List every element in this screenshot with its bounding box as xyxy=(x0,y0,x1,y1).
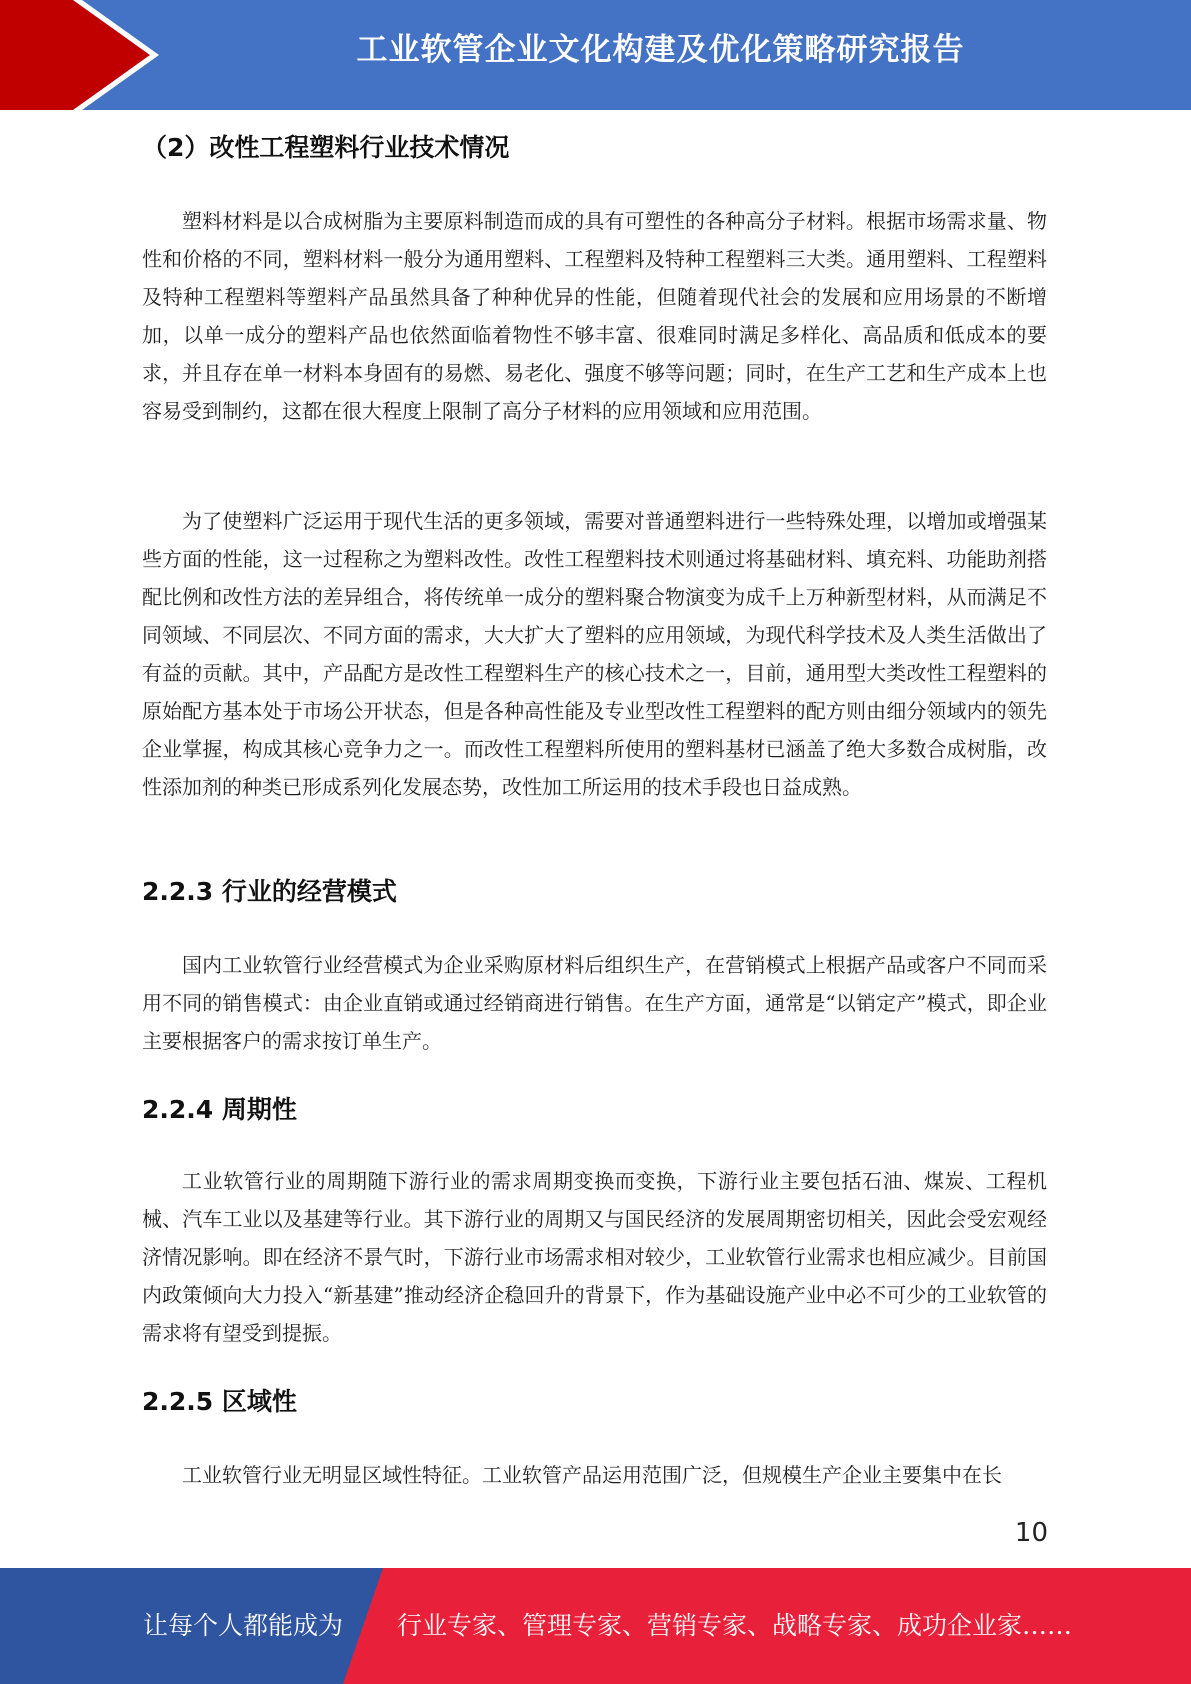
footer-banner xyxy=(0,1568,1191,1684)
paragraph-2-2-4: 工业软管行业的周期随下游行业的需求周期变换而变换，下游行业主要包括石油、煤炭、工程机械、汽车工业以及基建等行业。其下游行业的周期又与国民经济的发展周期密切相关，因此会受宏观经济情况影响。即在经济不景气时，下游行业市场需求相对较少，工业软管行业需求也相应减少。目前国内政策倾向大力投入“新基建”推动经济企稳回升的背景下，作为基础设施产业中必不可少的工业软管的需求将有望受到提振。 xyxy=(142,1169,1047,1345)
paragraph-2-2-5: 工业软管行业无明显区域性特征。工业软管产品运用范围广泛，但规模生产企业主要集中在长 xyxy=(182,1463,1002,1487)
header-banner xyxy=(0,0,1191,110)
paragraph-plastics-2: 为了使塑料广泛运用于现代生活的更多领域，需要对普通塑料进行一些特殊处理，以增加或增强某些方面的性能，这一过程称之为塑料改性。改性工程塑料技术则通过将基础材料、填充料、功能助剂搭配比例和改性方法的差异组合，将传统单一成分的塑料聚合物演变为成千上万种新型材料，从而满足不同领域、不同层次、不同方面的需求，大大扩大了塑料的应用领域，为现代科学技术及人类生活做出了有益的贡献。其中，产品配方是改性工程塑料生产的核心技术之一，目前，通用型大类改性工程塑料的原始配方基本处于市场公开状态，但是各种高性能及专业型改性工程塑料的配方则由细分领域内的领先企业掌握，构成其核心竞争力之一。而改性工程塑料所使用的塑料基材已涵盖了绝大多数合成树脂，改性添加剂的种类已形成系列化发展态势，改性加工所运用的技术手段也日益成熟。 xyxy=(142,509,1047,799)
paragraph-plastics-1: 塑料材料是以合成树脂为主要原料制造而成的具有可塑性的各种高分子材料。根据市场需求量、物性和价格的不同，塑料材料一般分为通用塑料、工程塑料及特种工程塑料三大类。通用塑料、工程塑料及特种工程塑料等塑料产品虽然具备了种种优异的性能，但随着现代社会的发展和应用场景的不断增加，以单一成分的塑料产品也依然面临着物性不够丰富、很难同时满足多样化、高品质和低成本的要求，并且存在单一材料本身固有的易燃、易老化、强度不够等问题；同时，在生产工艺和生产成本上也容易受到制约，这都在很大程度上限制了高分子材料的应用领域和应用范围。 xyxy=(142,209,1047,423)
red-chevron-icon xyxy=(0,0,160,110)
heading-2-2-4: 2.2.4 周期性 xyxy=(142,1095,297,1124)
paragraph-2-2-3: 国内工业软管行业经营模式为企业采购原材料后组织生产，在营销模式上根据产品或客户不同而采用不同的销售模式：由企业直销或通过经销商进行销售。在生产方面，通常是“以销定产”模式，即企业主要根据客户的需求按订单生产。 xyxy=(142,953,1047,1053)
page-number: 10 xyxy=(1014,1518,1048,1548)
heading-2-2-5: 2.2.5 区域性 xyxy=(142,1387,297,1416)
section-subheading: （2）改性工程塑料行业技术情况 xyxy=(142,133,510,162)
footer-slogan-left: 让每个人都能成为 xyxy=(143,1611,344,1640)
footer-slogan-right: 行业专家、管理专家、营销专家、战略专家、成功企业家…… xyxy=(397,1611,1073,1640)
report-title: 工业软管企业文化构建及优化策略研究报告 xyxy=(356,32,965,68)
heading-2-2-3: 2.2.3 行业的经营模式 xyxy=(142,877,397,906)
